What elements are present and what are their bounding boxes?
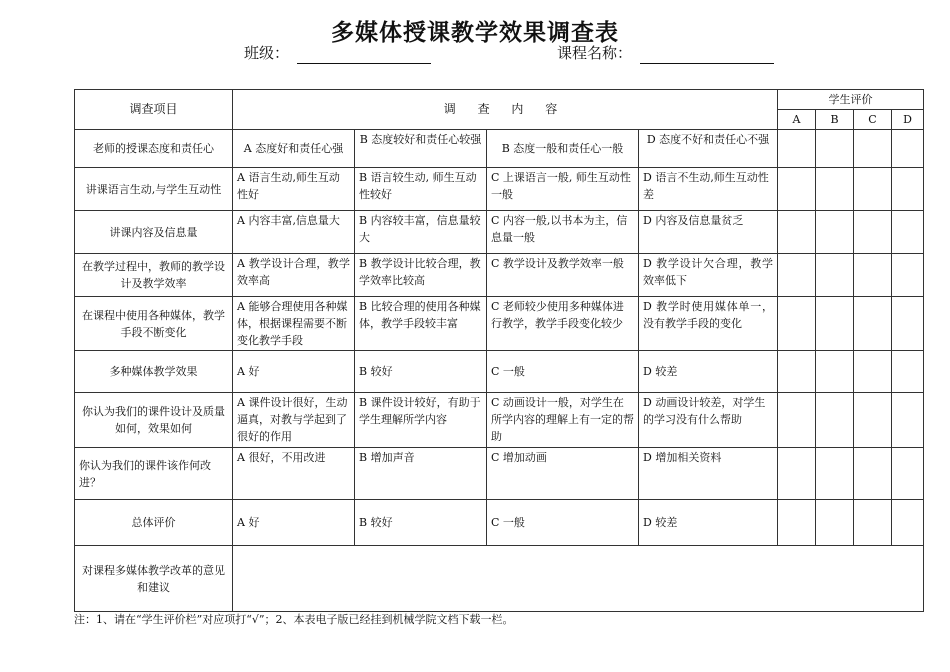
- page-title: 多媒体授课教学效果调查表: [331, 20, 619, 46]
- eval-cell-b[interactable]: [816, 297, 854, 351]
- option-d: D 态度不好和责任心不强: [639, 130, 778, 168]
- option-a: A 好: [233, 500, 355, 546]
- option-c: C 上课语言一般, 师生互动性一般: [487, 168, 639, 211]
- option-a: A 态度好和责任心强: [233, 130, 355, 168]
- table-row: [75, 393, 924, 448]
- option-d: D 增加相关资料: [639, 448, 778, 500]
- table-row: [75, 500, 924, 546]
- option-d: D 较差: [639, 500, 778, 546]
- header-eval-c: C: [854, 110, 892, 130]
- eval-cell-d[interactable]: [892, 211, 924, 254]
- class-field: [244, 42, 431, 64]
- eval-cell-a[interactable]: [778, 448, 816, 500]
- option-a: A 内容丰富,信息量大: [233, 211, 355, 254]
- option-d: D 语言不生动,师生互动性差: [639, 168, 778, 211]
- eval-cell-d[interactable]: [892, 254, 924, 297]
- eval-cell-d[interactable]: [892, 297, 924, 351]
- eval-cell-b[interactable]: [816, 351, 854, 393]
- eval-cell-c[interactable]: [854, 168, 892, 211]
- eval-cell-c[interactable]: [854, 297, 892, 351]
- option-b: B 增加声音: [355, 448, 487, 500]
- option-c: C 老师较少使用多种媒体进行教学，教学手段变化较少: [487, 297, 639, 351]
- option-c: C 动画设计一般，对学生在所学内容的理解上有一定的帮助: [487, 393, 639, 448]
- row-item: 多种媒体教学效果: [75, 351, 233, 393]
- footnote: 注：1、请在“学生评价栏”对应项打“√”；2、本表电子版已经挂到机械学院文档下载一栏。: [74, 613, 514, 626]
- eval-cell-d[interactable]: [892, 130, 924, 168]
- table-row: [75, 130, 924, 168]
- row-item: 讲课语言生动,与学生互动性: [75, 168, 233, 211]
- option-c: C 一般: [487, 351, 639, 393]
- option-d: D 教学时使用媒体单一，没有教学手段的变化: [639, 297, 778, 351]
- option-a: A 能够合理使用各种媒体，根据课程需要不断变化教学手段: [233, 297, 355, 351]
- option-c: C 一般: [487, 500, 639, 546]
- option-b: B 比较合理的使用各种媒体，教学手段较丰富: [355, 297, 487, 351]
- row-item: 讲课内容及信息量: [75, 211, 233, 254]
- option-d: D 较差: [639, 351, 778, 393]
- course-label: 课程名称：: [557, 44, 633, 62]
- course-blank-line[interactable]: [640, 46, 774, 64]
- header-eval-d: D: [892, 110, 924, 130]
- suggestion-field[interactable]: [233, 546, 924, 612]
- eval-cell-a[interactable]: [778, 351, 816, 393]
- row-item: 在教学过程中，教师的教学设计及教学效率: [75, 254, 233, 297]
- eval-cell-a[interactable]: [778, 297, 816, 351]
- eval-cell-a[interactable]: [778, 393, 816, 448]
- option-d: D 内容及信息量贫乏: [639, 211, 778, 254]
- eval-cell-a[interactable]: [778, 254, 816, 297]
- survey-table: [74, 89, 924, 612]
- header-eval-b: B: [816, 110, 854, 130]
- table-row: [75, 254, 924, 297]
- eval-cell-b[interactable]: [816, 500, 854, 546]
- eval-cell-b[interactable]: [816, 254, 854, 297]
- option-a: A 语言生动,师生互动性好: [233, 168, 355, 211]
- class-label: 班级：: [244, 44, 290, 62]
- header-eval-a: A: [778, 110, 816, 130]
- row-item: 在课程中使用各种媒体，教学手段不断变化: [75, 297, 233, 351]
- option-b: B 课件设计较好，有助于学生理解所学内容: [355, 393, 487, 448]
- option-b: B 较好: [355, 500, 487, 546]
- row-item: 你认为我们的课件设计及质量如何，效果如何: [75, 393, 233, 448]
- eval-cell-a[interactable]: [778, 211, 816, 254]
- table-row: [75, 168, 924, 211]
- option-a: A 课件设计很好，生动逼真，对教与学起到了很好的作用: [233, 393, 355, 448]
- option-b: B 教学设计比较合理，教学效率比较高: [355, 254, 487, 297]
- option-b: B 内容较丰富，信息量较大: [355, 211, 487, 254]
- eval-cell-c[interactable]: [854, 130, 892, 168]
- option-b: B 态度较好和责任心较强: [355, 130, 487, 168]
- option-c: B 态度一般和责任心一般: [487, 130, 639, 168]
- option-d: D 教学设计欠合理，教学效率低下: [639, 254, 778, 297]
- table-row: [75, 211, 924, 254]
- table-row: [75, 351, 924, 393]
- option-b: B 较好: [355, 351, 487, 393]
- option-a: A 好: [233, 351, 355, 393]
- option-b: B 语言较生动, 师生互动性较好: [355, 168, 487, 211]
- row-item: 你认为我们的课件该作何改进？: [75, 448, 233, 500]
- header-item: 调查项目: [75, 90, 233, 130]
- option-c: C 增加动画: [487, 448, 639, 500]
- option-a: A 教学设计合理，教学效率高: [233, 254, 355, 297]
- eval-cell-a[interactable]: [778, 130, 816, 168]
- row-item: 对课程多媒体教学改革的意见和建议: [75, 546, 233, 612]
- eval-cell-b[interactable]: [816, 211, 854, 254]
- eval-cell-d[interactable]: [892, 500, 924, 546]
- option-a: A 很好，不用改进: [233, 448, 355, 500]
- eval-cell-c[interactable]: [854, 351, 892, 393]
- eval-cell-a[interactable]: [778, 168, 816, 211]
- eval-cell-a[interactable]: [778, 500, 816, 546]
- option-c: C 内容一般,以书本为主，信息量一般: [487, 211, 639, 254]
- option-c: C 教学设计及教学效率一般: [487, 254, 639, 297]
- header-eval: 学生评价: [778, 90, 924, 110]
- eval-cell-d[interactable]: [892, 448, 924, 500]
- eval-cell-d[interactable]: [892, 393, 924, 448]
- option-d: D 动画设计较差，对学生的学习没有什么帮助: [639, 393, 778, 448]
- eval-cell-c[interactable]: [854, 211, 892, 254]
- eval-cell-b[interactable]: [816, 168, 854, 211]
- course-field: [557, 42, 774, 64]
- eval-cell-b[interactable]: [816, 393, 854, 448]
- eval-cell-c[interactable]: [854, 500, 892, 546]
- header-content: 调 查 内 容: [233, 90, 778, 130]
- row-item: 老师的授课态度和责任心: [75, 130, 233, 168]
- eval-cell-d[interactable]: [892, 351, 924, 393]
- row-item: 总体评价: [75, 500, 233, 546]
- header-row-top: [75, 90, 924, 110]
- eval-cell-b[interactable]: [816, 130, 854, 168]
- eval-cell-b[interactable]: [816, 448, 854, 500]
- eval-cell-c[interactable]: [854, 254, 892, 297]
- table-row: [75, 297, 924, 351]
- table-row: [75, 546, 924, 612]
- eval-cell-d[interactable]: [892, 168, 924, 211]
- table-row: [75, 448, 924, 500]
- eval-cell-c[interactable]: [854, 393, 892, 448]
- eval-cell-c[interactable]: [854, 448, 892, 500]
- class-blank-line[interactable]: [297, 46, 431, 64]
